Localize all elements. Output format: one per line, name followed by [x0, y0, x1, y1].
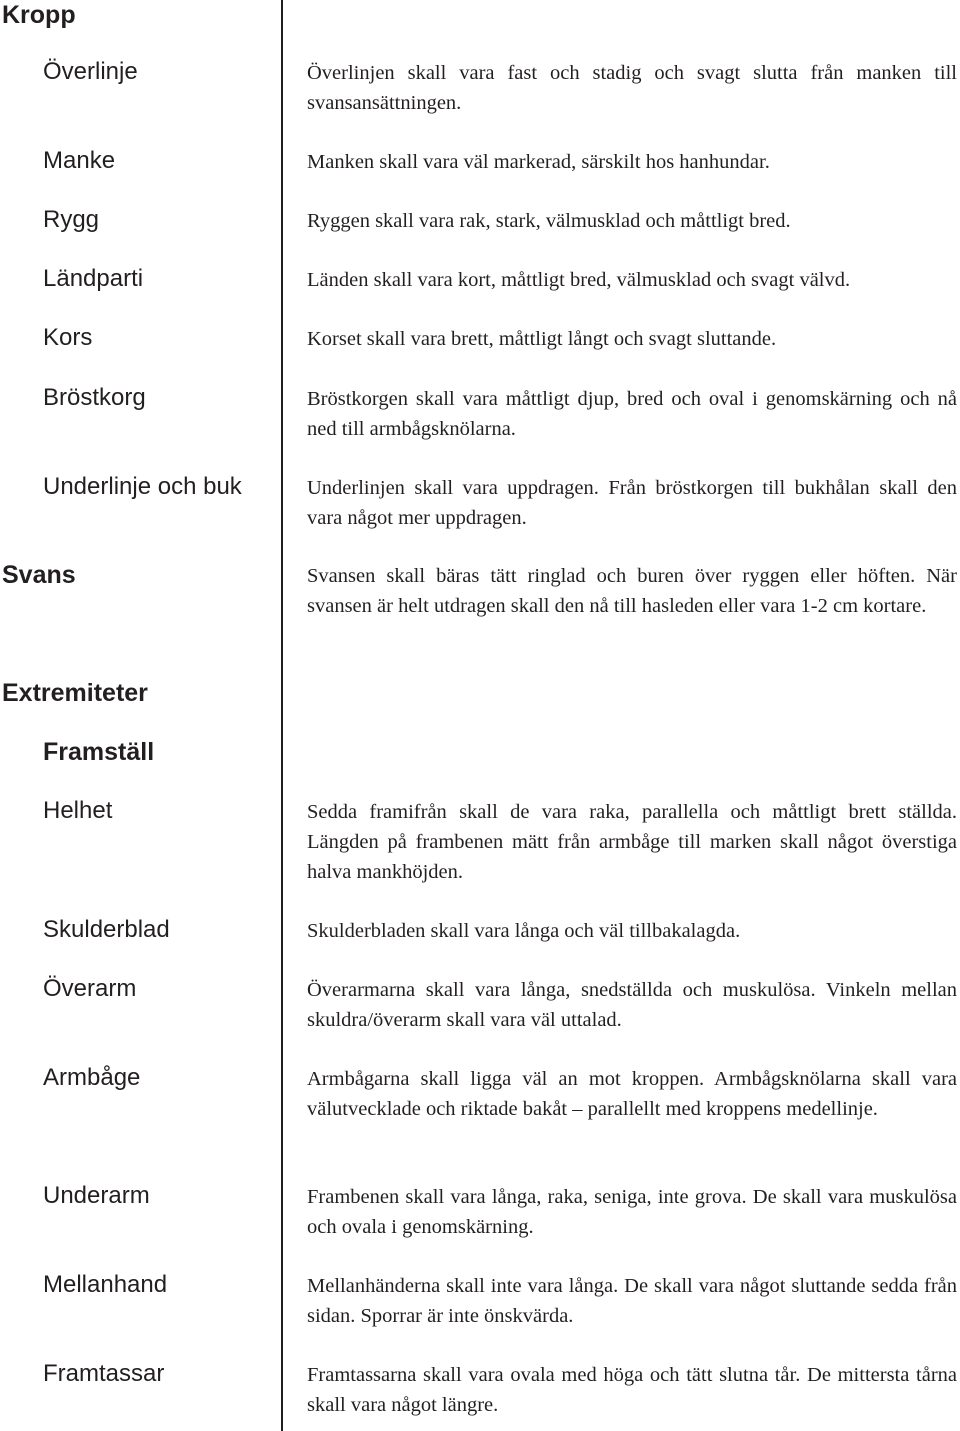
desc-kors: Korset skall vara brett, måttligt långt och svagt sluttande.	[307, 328, 777, 350]
term-helhet: Helhet	[43, 797, 113, 824]
desc-armbage: Armbågarna skall ligga väl an mot kroppen. Armbågsknölarna skall vara välutvecklade och riktade bakåt – parallellt med kroppens medellinje.	[307, 1068, 957, 1120]
term-skulderblad: Skulderblad	[43, 916, 170, 943]
term-kors: Kors	[43, 324, 93, 351]
desc-mellanhand: Mellanhänderna skall inte vara långa. De skall vara något sluttande sedda från sidan. Sporrar är inte önskvärda.	[307, 1275, 957, 1327]
section-heading-extremiteter: Extremiteter	[2, 679, 148, 707]
desc-manke: Manken skall vara väl markerad, särskilt hos hanhundar.	[307, 151, 770, 173]
desc-brostkorg: Bröstkorgen skall vara måttligt djup, bred och oval i genomskärning och nå ned till armbågsknölarna.	[307, 388, 957, 440]
term-overarm: Överarm	[43, 975, 137, 1002]
term-brostkorg: Bröstkorg	[43, 384, 146, 411]
subheading-framstall: Framställ	[43, 738, 155, 766]
term-armbage: Armbåge	[43, 1064, 141, 1091]
term-underarm: Underarm	[43, 1182, 150, 1209]
desc-framtassar: Framtassarna skall vara ovala med höga och tätt slutna tår. De mittersta tårna skall vara något längre.	[307, 1364, 957, 1416]
desc-overlinje: Överlinjen skall vara fast och stadig och svagt slutta från manken till svansansättningen.	[307, 62, 957, 114]
desc-landparti: Länden skall vara kort, måttligt bred, välmusklad och svagt välvd.	[307, 269, 851, 291]
desc-underarm: Frambenen skall vara långa, raka, seniga, inte grova. De skall vara muskulösa och ovala i genomskärning.	[307, 1186, 957, 1238]
term-overlinje: Överlinje	[43, 58, 138, 85]
desc-svans: Svansen skall bäras tätt ringlad och buren över ryggen eller höften. När svansen är helt utdragen skall den nå till hasleden eller vara 1-2 cm kortare.	[307, 565, 957, 617]
term-landparti: Ländparti	[43, 265, 144, 292]
desc-overarm: Överarmarna skall vara långa, snedställda och muskulösa. Vinkeln mellan skuldra/överarm skall vara väl uttalad.	[307, 979, 957, 1031]
term-rygg: Rygg	[43, 206, 100, 233]
desc-skulderblad: Skulderbladen skall vara långa och väl tillbakalagda.	[307, 920, 741, 942]
desc-helhet: Sedda framifrån skall de vara raka, parallella och måttligt brett ställda. Längden på frambenen mätt från armbåge till marken skall något överstiga halva mankhöjden.	[307, 801, 957, 883]
section-heading-svans: Svans	[2, 561, 76, 589]
section-heading-kropp: Kropp	[2, 1, 76, 29]
desc-underlinje-och-buk: Underlinjen skall vara uppdragen. Från bröstkorgen till bukhålan skall den vara något mer uppdragen.	[307, 477, 957, 529]
term-underlinje-och-buk: Underlinje och buk	[43, 473, 242, 500]
desc-rygg: Ryggen skall vara rak, stark, välmusklad och måttligt bred.	[307, 210, 791, 232]
term-manke: Manke	[43, 147, 116, 174]
column-divider	[281, 0, 283, 1431]
term-framtassar: Framtassar	[43, 1360, 165, 1387]
term-mellanhand: Mellanhand	[43, 1271, 168, 1298]
